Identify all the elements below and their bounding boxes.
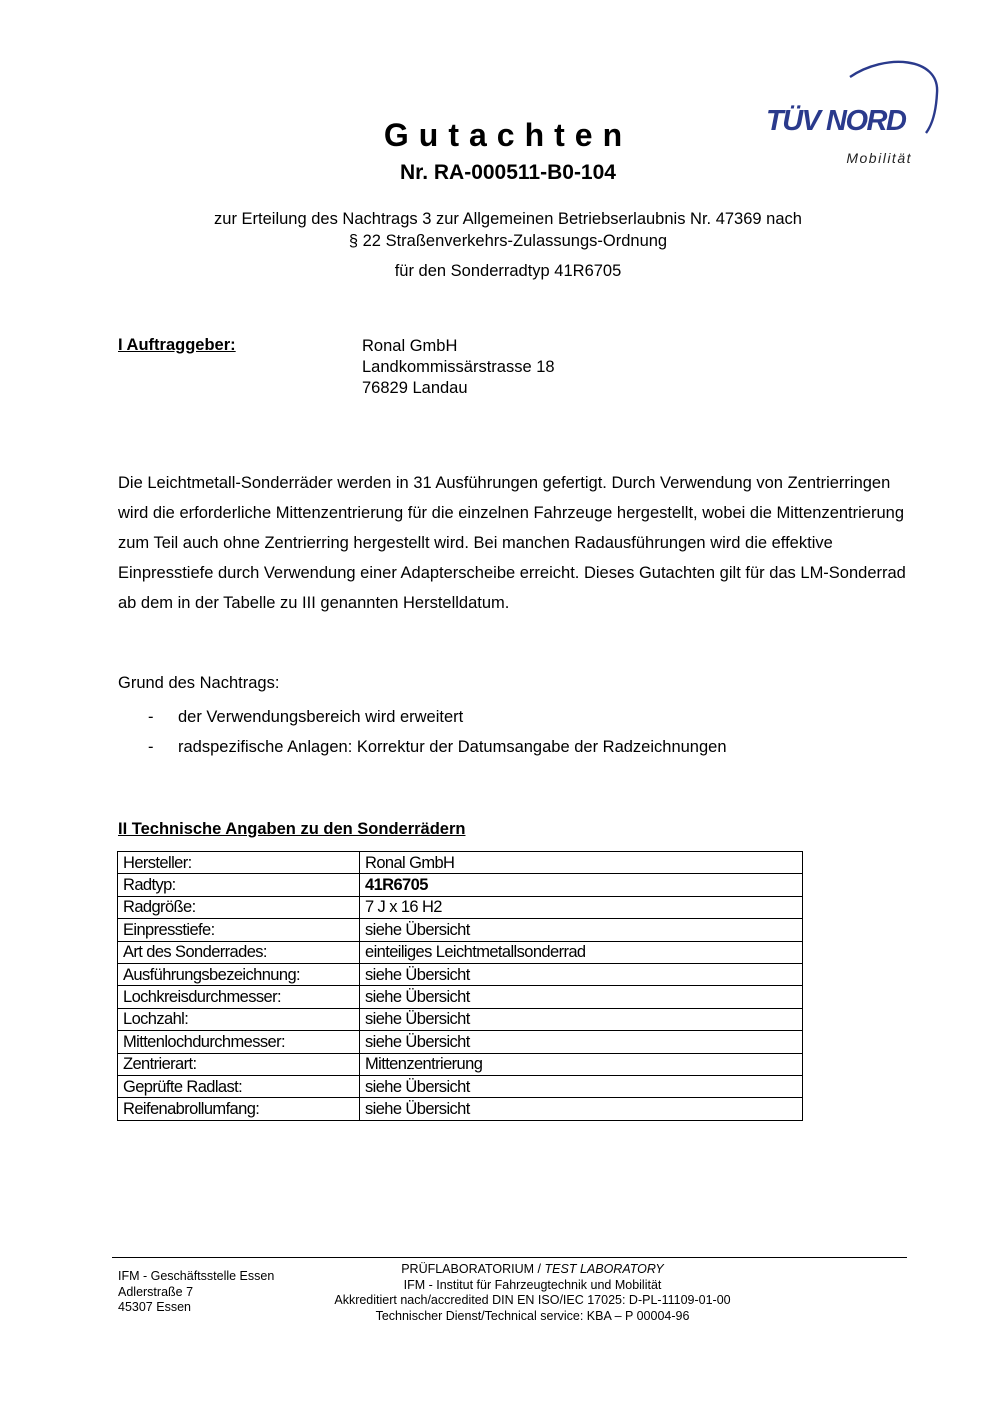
table-row bbox=[118, 963, 803, 985]
description-paragraph: Die Leichtmetall-Sonderräder werden in 31 Ausführungen gefertigt. Durch Verwendung von Zentrierringen wird die erforderliche Mittenzentrierung für die einzelnen Fahrzeuge hergestellt, wobei die Mittenzentrierung zum Teil auch ohne Zentrierring hergestellt wird. Bei manchen Radausführungen wird die effektive Einpresstiefe durch Verwendung einer Adapterscheibe erreicht. Dieses Gutachten gilt für das LM-Sonderrad ab dem in der Tabelle zu III genannten Herstelldatum. bbox=[118, 474, 906, 612]
table-row bbox=[118, 852, 803, 874]
document-title: Gutachten bbox=[383, 117, 633, 153]
footer-lab-label: PRÜFLABORATORIUM / bbox=[401, 1262, 542, 1276]
client-address bbox=[362, 336, 555, 399]
footer-lab-title bbox=[300, 1262, 765, 1278]
reason-text: der Verwendungsbereich wird erweitert bbox=[178, 708, 464, 726]
row-label: Zentrierart: bbox=[118, 1053, 360, 1075]
subtitle-line-1: zur Erteilung des Nachtrags 3 zur Allgemeinen Betriebserlaubnis Nr. 47369 nach bbox=[214, 210, 802, 228]
client-label: I Auftraggeber: bbox=[118, 336, 236, 354]
footer-office-line-2: Adlerstraße 7 bbox=[118, 1284, 194, 1299]
table-row bbox=[118, 896, 803, 918]
bullet-dash: - bbox=[148, 738, 154, 756]
client-name: Ronal GmbH bbox=[362, 337, 458, 355]
footer-office-address bbox=[118, 1269, 274, 1316]
row-label: Reifenabrollumfang: bbox=[118, 1098, 360, 1120]
logo-brand: TÜV NORD bbox=[766, 105, 906, 137]
subtitle-line-3: für den Sonderradtyp 41R6705 bbox=[394, 262, 622, 280]
reason-label: Grund des Nachtrags: bbox=[118, 674, 280, 692]
footer-service: Technischer Dienst/Technical service: KBA – P 00004-96 bbox=[375, 1308, 690, 1323]
row-label: Lochkreisdurchmesser: bbox=[118, 986, 360, 1008]
row-label: Geprüfte Radlast: bbox=[118, 1075, 360, 1097]
row-label: Art des Sonderrades: bbox=[118, 941, 360, 963]
footer-lab-label-en: TEST LABORATORY bbox=[544, 1262, 664, 1276]
client-city: 76829 Landau bbox=[362, 379, 468, 397]
row-value: einteiliges Leichtmetallsonderrad bbox=[360, 941, 803, 963]
row-value: siehe Übersicht bbox=[360, 1075, 803, 1097]
reason-text: radspezifische Anlagen: Korrektur der Datumsangabe der Radzeichnungen bbox=[178, 738, 727, 756]
table-row bbox=[118, 941, 803, 963]
table-row bbox=[118, 1031, 803, 1053]
row-label: Ausführungsbezeichnung: bbox=[118, 963, 360, 985]
table-row bbox=[118, 919, 803, 941]
row-label: Radtyp: bbox=[118, 874, 360, 896]
footer-divider bbox=[112, 1257, 907, 1258]
logo-subtitle: Mobilität bbox=[846, 150, 912, 166]
footer-office-line-1: IFM - Geschäftsstelle Essen bbox=[118, 1269, 275, 1283]
row-label: Radgröße: bbox=[118, 896, 360, 918]
footer-office-line-3: 45307 Essen bbox=[118, 1300, 191, 1314]
tuv-nord-logo bbox=[760, 55, 945, 175]
row-value: siehe Übersicht bbox=[360, 1031, 803, 1053]
technical-table bbox=[117, 851, 803, 1121]
row-value: 7 J x 16 H2 bbox=[360, 896, 803, 918]
row-label: Hersteller: bbox=[118, 852, 360, 874]
row-value: 41R6705 bbox=[360, 874, 803, 896]
footer-accreditation: Akkreditiert nach/accredited DIN EN ISO/IEC 17025: D-PL-11109-01-00 bbox=[334, 1293, 731, 1307]
footer-lab-info bbox=[300, 1262, 765, 1324]
row-value: Mittenzentrierung bbox=[360, 1053, 803, 1075]
subtitle-line-2: § 22 Straßenverkehrs-Zulassungs-Ordnung bbox=[348, 231, 668, 250]
client-street: Landkommissärstrasse 18 bbox=[362, 358, 555, 376]
table-row bbox=[118, 1075, 803, 1097]
document-number: Nr. RA-000511-B0-104 bbox=[400, 161, 616, 184]
row-label: Lochzahl: bbox=[118, 1008, 360, 1030]
row-label: Einpresstiefe: bbox=[118, 919, 360, 941]
table-row bbox=[118, 1008, 803, 1030]
table-row bbox=[118, 986, 803, 1008]
row-value: Ronal GmbH bbox=[360, 852, 803, 874]
table-row bbox=[118, 874, 803, 896]
footer-institute: IFM - Institut für Fahrzeugtechnik und Mobilität bbox=[403, 1277, 662, 1292]
row-value: siehe Übersicht bbox=[360, 1008, 803, 1030]
row-value: siehe Übersicht bbox=[360, 963, 803, 985]
row-value: siehe Übersicht bbox=[360, 1098, 803, 1120]
document-subtitle bbox=[0, 209, 993, 252]
table-row bbox=[118, 1053, 803, 1075]
section-title-technical: II Technische Angaben zu den Sonderrädern bbox=[118, 820, 466, 838]
row-value: siehe Übersicht bbox=[360, 986, 803, 1008]
row-label: Mittenlochdurchmesser: bbox=[118, 1031, 360, 1053]
row-value: siehe Übersicht bbox=[360, 919, 803, 941]
table-row bbox=[118, 1098, 803, 1120]
bullet-dash: - bbox=[148, 708, 154, 726]
